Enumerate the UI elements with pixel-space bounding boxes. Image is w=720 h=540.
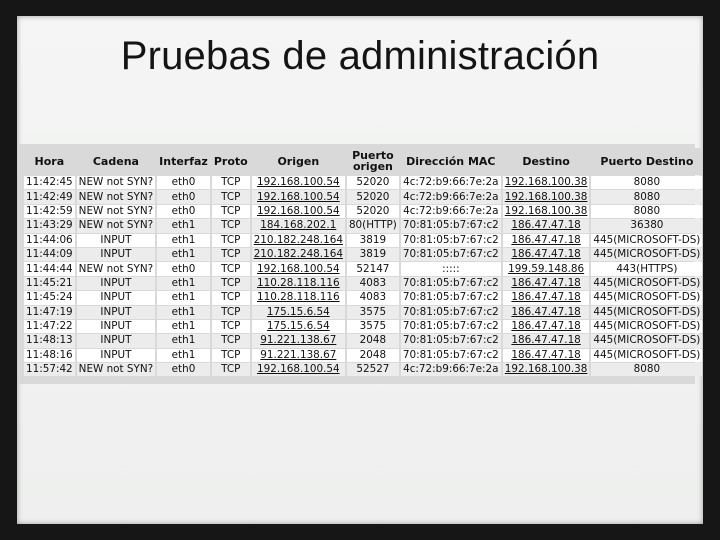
table-cell[interactable]: 186.47.47.18 [503,219,590,232]
table-cell[interactable]: 192.168.100.54 [252,176,345,189]
table-cell: TCP [212,234,250,247]
table-cell[interactable]: 192.168.100.38 [504,190,588,203]
table-cell: 11:42:49 [26,190,73,203]
table-cell: 11:47:19 [26,305,73,318]
table-cell: eth1 [157,234,210,247]
table-cell: TCP [212,334,250,347]
column-header: Origen [252,148,345,175]
table-cell[interactable]: 186.47.47.18 [503,320,590,333]
table-cell: NEW not SYN? [78,363,154,376]
table-cell: 4083 [347,291,399,304]
table-row [24,234,702,247]
table-cell[interactable]: 186.47.47.18 [503,334,590,347]
table-cell[interactable]: 210.182.248.164 [253,233,343,246]
table-cell[interactable]: 192.168.100.54 [252,262,345,275]
table-cell: 11:45:24 [26,291,73,304]
table-cell: 4c:72:b9:66:7e:2a [401,363,501,376]
table-cell: 3575 [347,306,399,319]
table-cell: 11:57:42 [26,363,73,376]
table-row [24,248,702,261]
table-cell: NEW not SYN? [78,262,154,275]
table-cell[interactable]: 91.221.138.67 [252,334,345,347]
table-cell: 445(MICROSOFT-DS) [593,291,701,304]
table-cell: 445(MICROSOFT-DS) [593,276,701,289]
table-cell[interactable]: 186.47.47.18 [503,291,590,304]
column-header: Interfaz [157,148,210,175]
table-cell: TCP [212,320,250,333]
table-cell: eth0 [157,262,210,275]
table-cell: 3819 [347,234,399,247]
table-cell: TCP [212,248,250,261]
table-cell: 70:81:05:b7:67:c2 [402,276,499,289]
table-cell: eth1 [157,277,210,290]
table-body [24,176,702,376]
table-cell: 70:81:05:b7:67:c2 [402,334,499,347]
table-row [24,320,702,333]
table-cell: 2048 [347,349,399,362]
table-cell[interactable]: 192.168.100.54 [252,190,345,203]
slide-title: Pruebas de administración [120,34,600,78]
table-cell: TCP [212,262,250,275]
log-table [22,147,704,377]
table-cell: TCP [212,176,250,189]
table-cell: 445(MICROSOFT-DS) [593,320,701,333]
table-cell: 4c:72:b9:66:7e:2a [401,190,501,203]
table-cell: NEW not SYN? [78,176,154,189]
table-cell: TCP [212,219,250,232]
table-cell: 8080 [591,176,702,189]
table-cell: 70:81:05:b7:67:c2 [402,348,499,361]
table-header-row [24,148,702,175]
table-row [24,363,702,376]
table-cell: 3575 [347,320,399,333]
table-cell: 52020 [347,205,399,218]
table-row [24,334,702,347]
column-header: Puerto origen [347,148,399,175]
table-cell: 8080 [591,190,702,203]
table-cell: 11:44:06 [26,233,73,246]
table-cell: 80(HTTP) [348,219,397,232]
table-row [24,205,702,218]
table-cell[interactable]: 199.59.148.86 [503,262,590,275]
table-cell: 3819 [347,248,399,261]
table-cell: 11:47:22 [26,320,73,333]
column-header: Puerto Destino [591,148,702,175]
column-header: Hora [24,148,75,175]
table-cell[interactable]: 210.182.248.164 [253,248,343,261]
table-cell[interactable]: 184.168.202.1 [252,219,345,232]
log-table-container [19,144,701,384]
table-cell: eth1 [157,291,210,304]
table-cell: 52147 [347,262,399,275]
table-cell: 70:81:05:b7:67:c2 [402,219,499,232]
table-row [24,176,702,189]
table-cell: 11:42:45 [26,176,73,189]
table-cell: eth1 [157,306,210,319]
column-header: Dirección MAC [401,148,501,175]
table-cell: TCP [212,349,250,362]
table-cell[interactable]: 186.47.47.18 [503,277,590,290]
table-cell: NEW not SYN? [78,204,154,217]
table-cell: 4083 [347,277,399,290]
table-cell: eth0 [157,176,210,189]
table-cell: 8080 [591,205,702,218]
column-header: Destino [503,148,590,175]
table-cell[interactable]: 186.47.47.18 [503,349,590,362]
table-cell: 70:81:05:b7:67:c2 [402,305,499,318]
table-cell: INPUT [77,334,155,347]
table-cell: TCP [212,190,250,203]
table-cell[interactable]: 186.47.47.18 [503,234,590,247]
table-cell: 70:81:05:b7:67:c2 [402,320,499,333]
table-cell: 445(MICROSOFT-DS) [593,348,701,361]
table-cell: NEW not SYN? [78,190,154,203]
table-row [24,306,702,319]
table-cell: eth1 [157,219,210,232]
table-cell: eth1 [157,334,210,347]
table-cell: 8080 [591,363,702,376]
column-header: Cadena [77,148,155,175]
table-cell[interactable]: 192.168.100.54 [252,205,345,218]
table-row [24,262,702,275]
table-cell[interactable]: 192.168.100.38 [504,363,588,376]
table-cell: 4c:72:b9:66:7e:2a [401,205,501,218]
table-cell: INPUT [77,306,155,319]
table-cell: 445(MICROSOFT-DS) [593,233,701,246]
table-cell[interactable]: 110.28.118.116 [252,277,345,290]
table-cell[interactable]: 192.168.100.38 [504,204,588,217]
table-row [24,190,702,203]
table-row [24,219,702,232]
table-cell: INPUT [77,248,155,261]
table-cell: INPUT [77,320,155,333]
table-cell: 445(MICROSOFT-DS) [593,334,701,347]
table-cell: 11:42:59 [26,204,73,217]
table-cell: 4c:72:b9:66:7e:2a [401,176,501,189]
table-cell: TCP [212,363,250,376]
table-cell: 11:44:44 [26,262,73,275]
table-cell: ::::: [401,262,501,275]
table-cell: INPUT [77,277,155,290]
table-cell: 445(MICROSOFT-DS) [593,305,701,318]
table-cell: TCP [212,306,250,319]
table-cell[interactable]: 175.15.6.54 [252,306,345,319]
table-cell: eth1 [157,320,210,333]
table-cell: 11:48:16 [26,348,73,361]
column-header: Proto [212,148,250,175]
table-cell[interactable]: 91.221.138.67 [252,349,345,362]
table-cell: 11:48:13 [26,334,73,347]
table-cell: 443(HTTPS) [591,262,702,275]
table-cell: 2048 [347,334,399,347]
table-cell: eth0 [157,190,210,203]
table-cell[interactable]: 110.28.118.116 [252,291,345,304]
table-cell: 52020 [347,190,399,203]
table-cell: INPUT [77,349,155,362]
table-row [24,291,702,304]
table-cell: INPUT [77,234,155,247]
table-cell: TCP [212,291,250,304]
table-cell: 52527 [347,363,399,376]
table-cell: eth0 [157,363,210,376]
table-cell: NEW not SYN? [78,219,154,232]
table-cell: 52020 [347,176,399,189]
table-cell[interactable]: 186.47.47.18 [503,306,590,319]
table-cell: 11:43:29 [26,219,73,232]
table-row [24,349,702,362]
table-cell: 11:45:21 [26,276,73,289]
table-cell: 70:81:05:b7:67:c2 [402,248,499,261]
table-cell: eth1 [157,248,210,261]
table-cell: 70:81:05:b7:67:c2 [402,291,499,304]
table-cell[interactable]: 192.168.100.54 [252,363,345,376]
table-cell: TCP [212,277,250,290]
table-cell: TCP [212,205,250,218]
table-cell: 36380 [591,219,702,232]
table-cell: 445(MICROSOFT-DS) [593,248,701,261]
table-cell: eth1 [157,349,210,362]
table-cell: INPUT [77,291,155,304]
table-cell[interactable]: 175.15.6.54 [252,320,345,333]
slide-board [17,16,703,524]
table-cell[interactable]: 192.168.100.38 [504,176,588,189]
table-cell: 70:81:05:b7:67:c2 [402,233,499,246]
table-row [24,277,702,290]
table-cell[interactable]: 186.47.47.18 [503,248,590,261]
table-cell: eth0 [157,205,210,218]
table-cell: 11:44:09 [26,248,73,261]
